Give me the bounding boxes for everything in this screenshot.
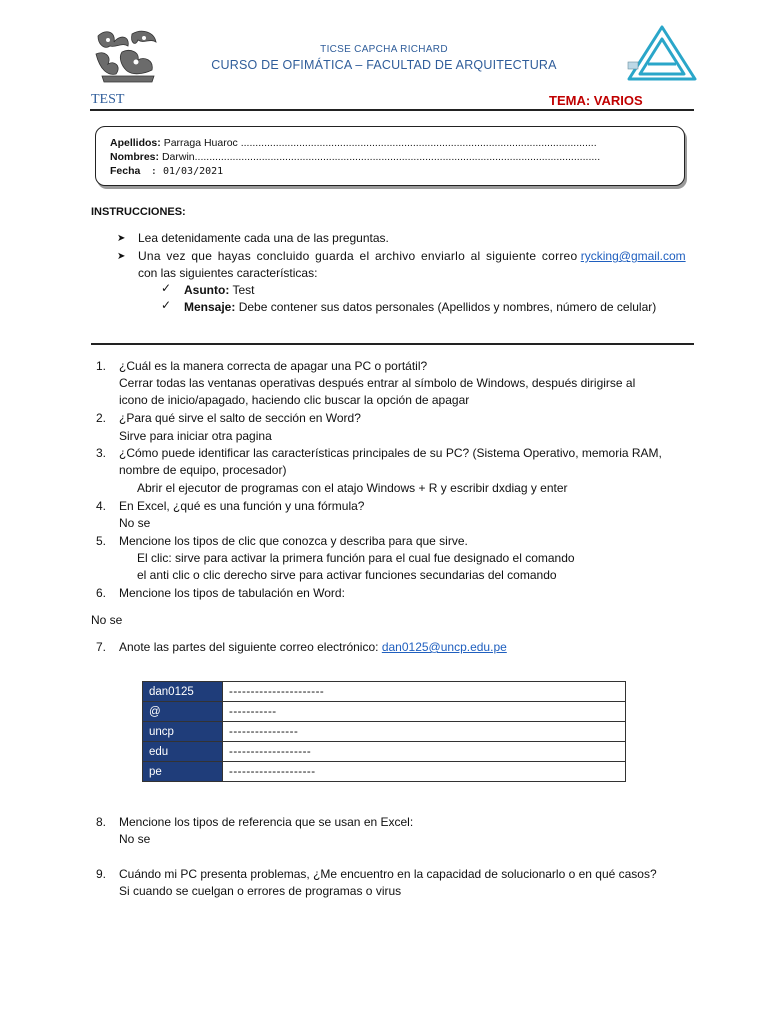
- question-6: Mencione los tipos de tabulación en Word:: [119, 586, 345, 600]
- question-5: Mencione los tipos de clic que conozca y describa para que sirve.: [119, 534, 468, 548]
- question-number: 5.: [96, 534, 107, 548]
- table-row: [143, 742, 626, 762]
- nombres-value: Darwin...........................................................................................................................................: [161, 151, 601, 163]
- question-2: ¿Para qué sirve el salto de sección en Word?: [119, 411, 361, 425]
- answer-8: No se: [119, 832, 151, 846]
- answer-3: Abrir el ejecutor de programas con el atajo Windows + R y escribir dxdiag y enter: [137, 481, 568, 495]
- question-number: 4.: [96, 499, 107, 513]
- nombres-row: [110, 150, 600, 164]
- apellidos-label: Apellidos:: [110, 137, 161, 149]
- arrow-bullet-icon: ➤: [117, 251, 126, 262]
- email-answer-cell[interactable]: --------------------: [223, 762, 626, 782]
- fecha-row: [110, 164, 223, 179]
- question-7-email-link[interactable]: dan0125@uncp.edu.pe: [381, 640, 507, 654]
- checkmark-icon: ✓: [161, 281, 172, 295]
- asunto-label: Asunto:: [184, 283, 230, 297]
- email-parts-table: [142, 681, 626, 782]
- email-part-cell: @: [143, 702, 223, 722]
- email-answer-cell[interactable]: ----------------------: [223, 682, 626, 702]
- section-divider: [91, 343, 694, 345]
- email-answer-cell[interactable]: -------------------: [223, 742, 626, 762]
- author-name: TICSE CAPCHA RICHARD: [320, 44, 448, 55]
- header-divider: [90, 109, 694, 111]
- table-row: [143, 762, 626, 782]
- question-number: 2.: [96, 411, 107, 425]
- question-3: ¿Cómo puede identificar las características principales de su PC? (Sistema Operativo, memoria RAM,: [119, 446, 662, 460]
- checkmark-icon: ✓: [161, 298, 172, 312]
- question-3-cont: nombre de equipo, procesador): [119, 463, 287, 477]
- course-title: CURSO DE OFIMÁTICA – FACULTAD DE ARQUITECTURA: [211, 58, 557, 72]
- email-answer-cell[interactable]: -----------: [223, 702, 626, 722]
- question-number: 6.: [96, 586, 107, 600]
- question-1: ¿Cuál es la manera correcta de apagar una PC o portátil?: [119, 359, 428, 373]
- mensaje-value: Debe contener sus datos personales (Apellidos y nombres, número de celular): [238, 300, 657, 314]
- question-4: En Excel, ¿qué es una función y una fórmula?: [119, 499, 365, 513]
- answer-6: No se: [91, 613, 123, 627]
- answer-2: Sirve para iniciar otra pagina: [119, 429, 272, 443]
- instructions-title: INSTRUCCIONES:: [91, 206, 186, 218]
- question-number: 7.: [96, 640, 107, 654]
- question-7: [119, 639, 507, 657]
- faculty-crest-logo: [92, 26, 164, 84]
- instruction-item-2-cont: con las siguientes características:: [138, 266, 318, 280]
- tema-label: TEMA: VARIOS: [549, 93, 643, 108]
- answer-5-line-1: El clic: sirve para activar la primera función para el cual fue designado el comando: [137, 551, 575, 565]
- email-part-cell: pe: [143, 762, 223, 782]
- question-8: Mencione los tipos de referencia que se usan en Excel:: [119, 815, 414, 829]
- instruction-item-2-text: Una vez que hayas concluido guarda el archivo enviarlo al siguiente correo: [138, 249, 578, 263]
- asunto-line: [184, 282, 254, 299]
- fecha-value: : 01/03/2021: [150, 166, 224, 177]
- table-row: [143, 702, 626, 722]
- question-number: 3.: [96, 446, 107, 460]
- table-row: [143, 682, 626, 702]
- table-row: [143, 722, 626, 742]
- email-part-cell: uncp: [143, 722, 223, 742]
- question-number: 8.: [96, 815, 107, 829]
- instruction-item-1: Lea detenidamente cada una de las preguntas.: [138, 231, 389, 245]
- question-number: 9.: [96, 867, 107, 881]
- answer-9: Si cuando se cuelgan o errores de programas o virus: [119, 884, 402, 898]
- student-info-box: [95, 126, 685, 186]
- asunto-value: Test: [232, 283, 255, 297]
- answer-5-line-2: el anti clic o clic derecho sirve para activar funciones secundarias del comando: [137, 568, 557, 582]
- fecha-label: Fecha: [110, 165, 141, 177]
- mensaje-label: Mensaje:: [184, 300, 236, 314]
- answer-1-line-1: Cerrar todas las ventanas operativas después entrar al símbolo de Windows, después dirigirse al: [119, 376, 636, 390]
- email-answer-cell[interactable]: ----------------: [223, 722, 626, 742]
- arrow-bullet-icon: ➤: [117, 233, 126, 244]
- email-part-cell: edu: [143, 742, 223, 762]
- apellidos-value: Parraga Huaroc ..........................................................................................................................: [163, 137, 597, 149]
- nombres-label: Nombres:: [110, 151, 160, 163]
- answer-4: No se: [119, 516, 151, 530]
- question-9: Cuándo mi PC presenta problemas, ¿Me encuentro en la capacidad de solucionarlo o en qué casos?: [119, 867, 657, 881]
- test-label: TEST: [91, 92, 125, 107]
- instruction-item-2: [138, 248, 698, 265]
- contact-email-link[interactable]: rycking@gmail.com: [580, 249, 686, 263]
- answer-1-line-2: icono de inicio/apagado, haciendo clic buscar la opción de apagar: [119, 393, 470, 407]
- question-7-text: Anote las partes del siguiente correo electrónico:: [119, 640, 379, 654]
- apellidos-row: [110, 136, 597, 150]
- mensaje-line: [184, 299, 656, 316]
- email-part-cell: dan0125: [143, 682, 223, 702]
- question-number: 1.: [96, 359, 107, 373]
